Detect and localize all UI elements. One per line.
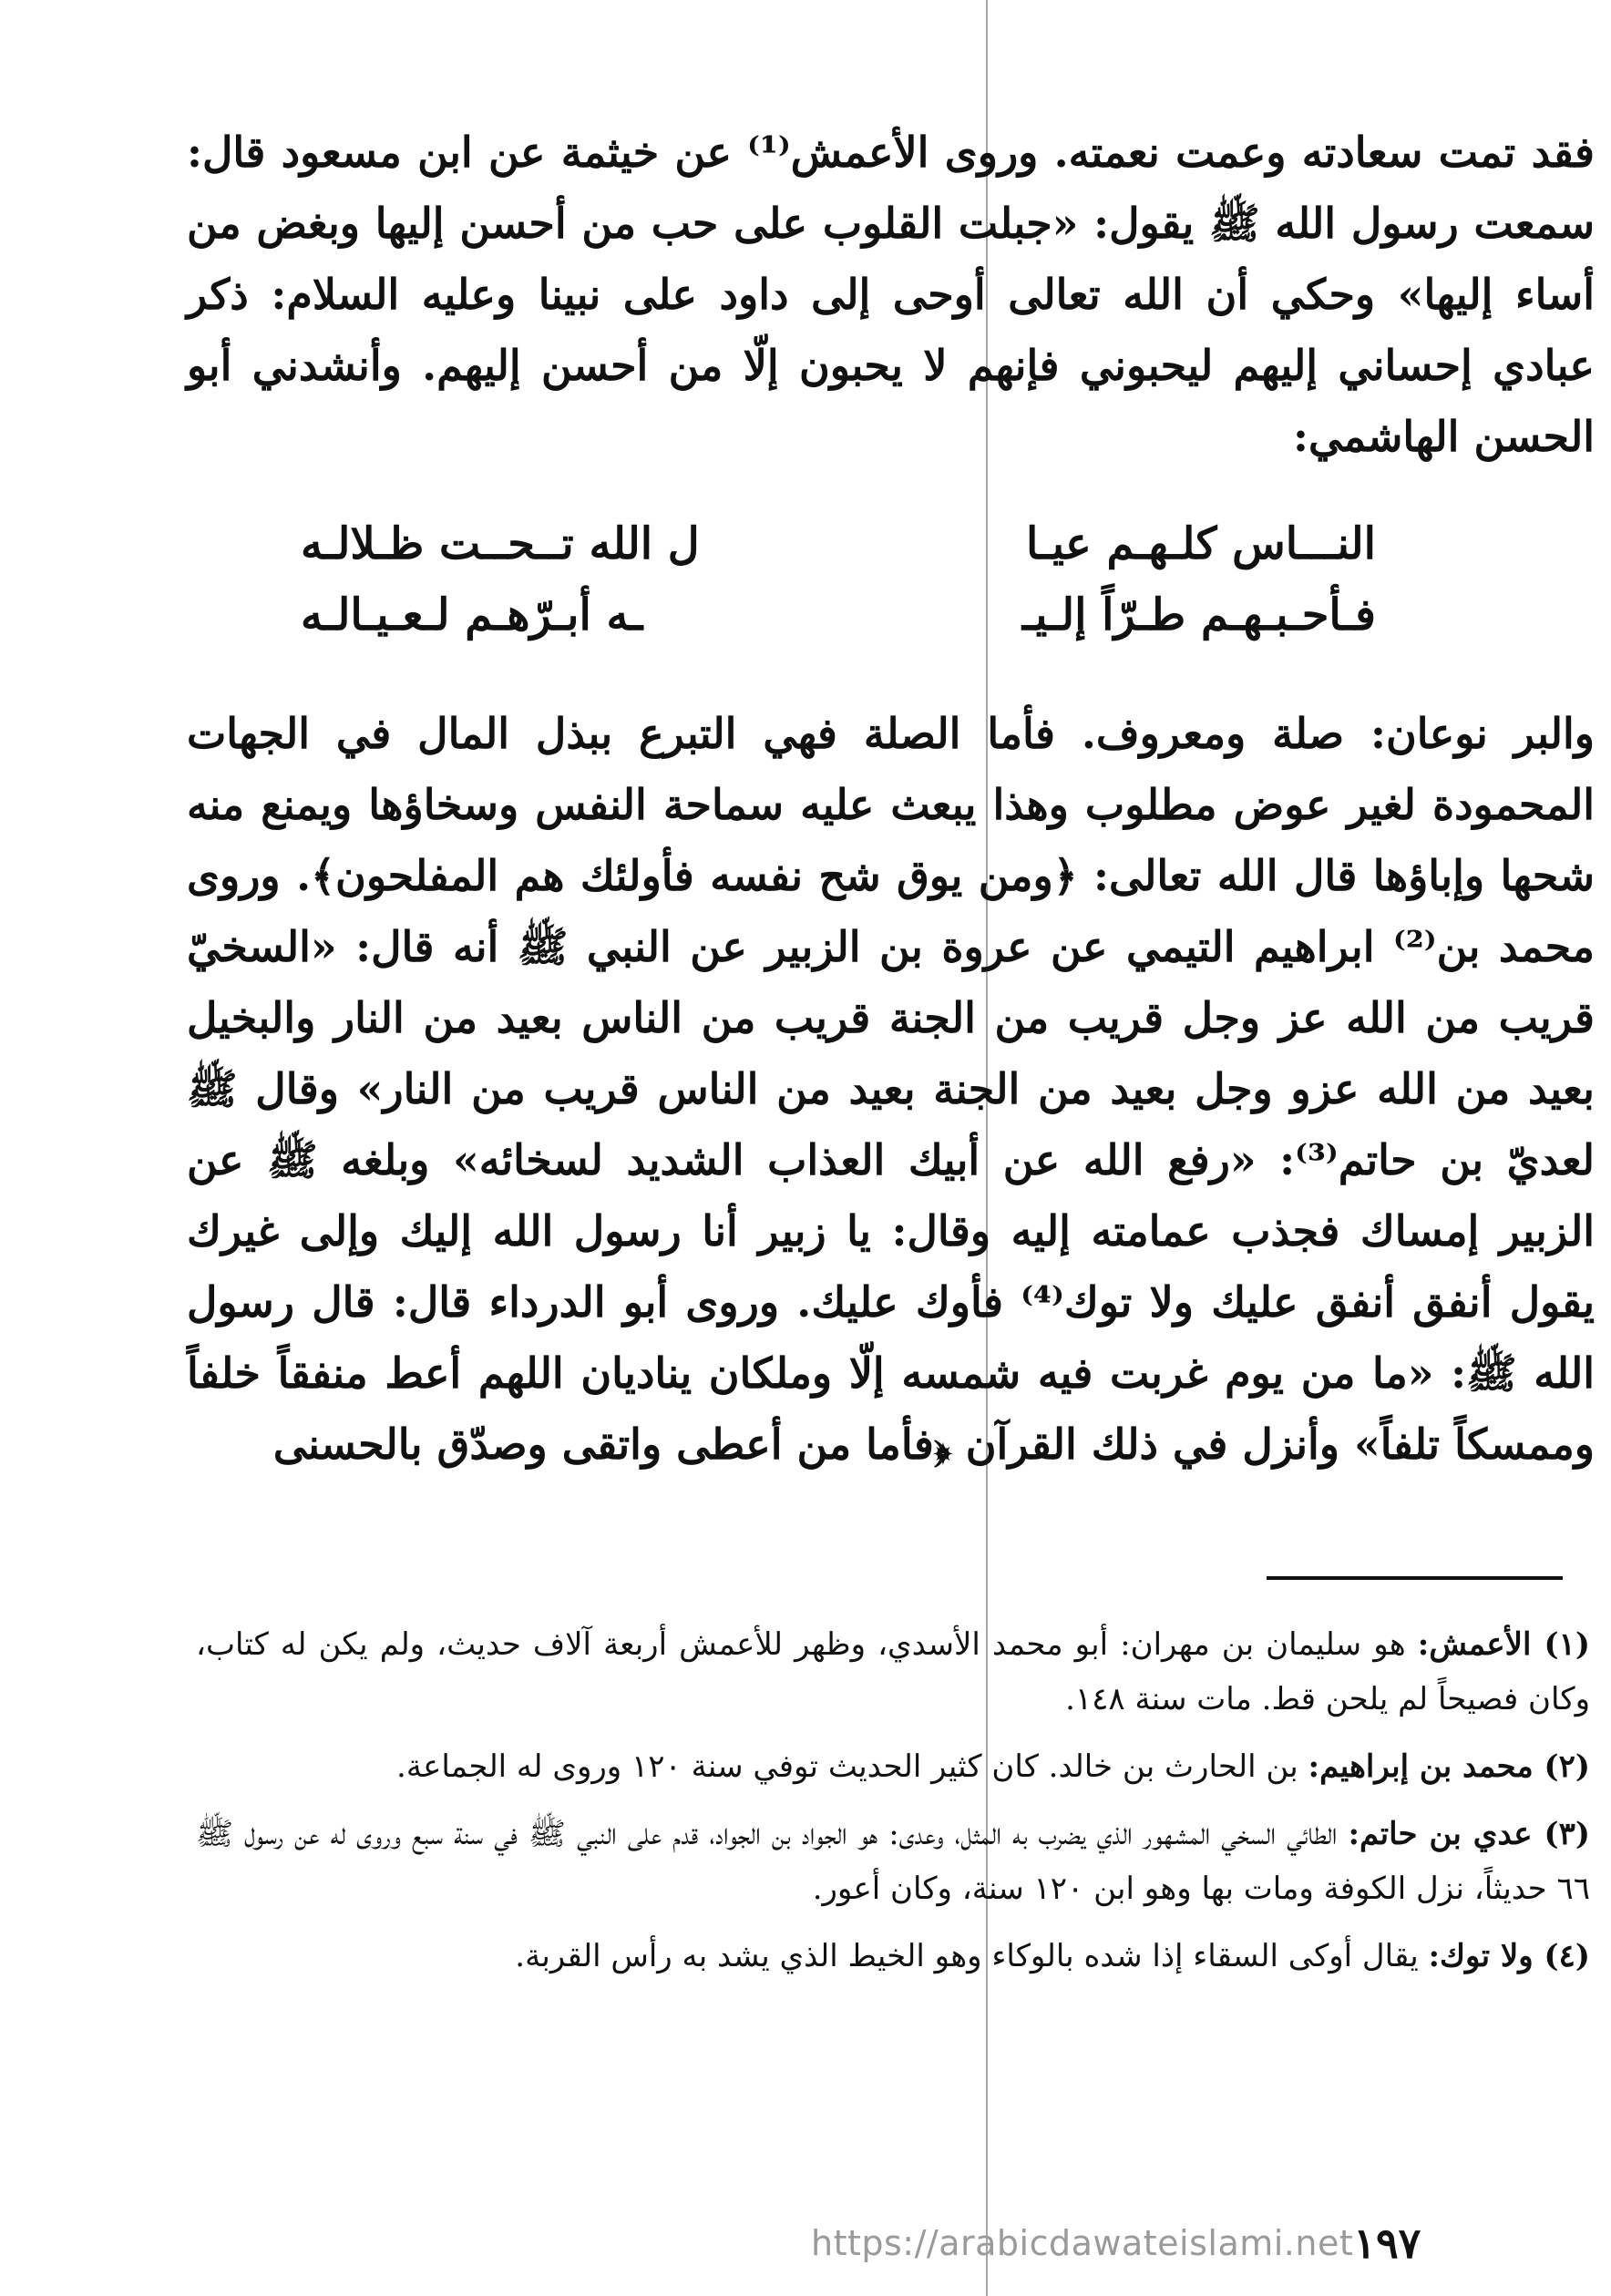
watermark-url: https://arabicdawateislami.net [811,2223,1354,2263]
body-paragraph: والبر نوعان: صلة ومعروف. فأما الصلة فهي التبرع ببذل المال في الجهات المحمودة لغير عوض مطلوب وهذا يبعث عليه سماحة النفس وسخاؤها ويمنع منه شحها وإباؤها قال الله تعالى: ﴿ومن يوق شح نفسه فأولئك هم المفلحون﴾. وروى محمد بن⁽²⁾ ابراهيم التيمي عن عروة بن الزبير عن النبي ﷺ أنه قال: «السخيّ قريب من الله عز وجل قريب من الجنة قريب من الناس بعيد من النار والبخيل بعيد من الله عزو وجل بعيد من الجنة بعيد من الناس قريب من النار» وقال ﷺ لعديّ بن حاتم⁽³⁾: «رفع الله عن أبيك العذاب الشديد لسخائه» وبلغه ﷺ عن الزبير إمساك فجذب عمامته إليه وقال: يا زبير أنا رسول الله إليك وإلى غيرك يقول أنفق أنفق عليك ولا توك⁽⁴⁾ فأوك عليك. وروى أبو الدرداء قال: قال رسول الله ﷺ: «ما من يوم غربت فيه شمسه إلّا وملكان يناديان اللهم أعط منفقاً خلفاً وممسكاً تلفاً» وأنزل في ذلك القرآن ﴿فأما من أعطى واتقى وصدّق بالحسنى [187,709,1596,1469]
page-footer [811,2216,1467,2270]
verse-line-2 [301,579,1376,651]
footnote-4 [196,1929,1590,1983]
footnote-text: هو سليمان بن مهران: أبو محمد الأسدي، وظهر للأعمش أربعة آلاف حديث، ولم يكن له كتاب، وكان فصيحاً لم يلحن قط. مات سنة ١٤٨. [196,1626,1590,1717]
page-number: ١٩٧ [1353,2219,1421,2268]
footnote-text: الطائي السخي المشهور الذي يضرب به المثل، وعدى: هو الجواد بن الجواد، قدم على النبي ﷺ في سنة سبع وروى له عن رسول ﷺ ٦٦ حديثاً، نزل الكوفة ومات بها وهو ابن ١٢٠ سنة، وكان أعور. [196,1816,1590,1907]
poem-verses [301,508,1376,651]
footnote-divider [1267,1576,1563,1580]
footnote-3 [196,1807,1590,1916]
footnote-1 [196,1617,1590,1727]
body-paragraph: فقد تمت سعادته وعمت نعمته. وروى الأعمش⁽¹⁾ عن خيثمة عن ابن مسعود قال: سمعت رسول الله ﷺ يقول: «جبلت القلوب على حب من أحسن إليها وبغض من أساء إليها» وحكي أن الله تعالى أوحى إلى داود على نبينا وعليه السلام: ذكر عبادي إحساني إليهم ليحبوني فإنهم لا يحبون إلّا من أحسن إليهم. وأنشدني أبو الحسن الهاشمي: [187,128,1596,461]
verse-2-second-hemistich: ـه أبـرّهـم لـعـيـالـه [301,589,643,641]
verse-1-first-hemistich: النـــاس كلـهـم عيـا [1025,518,1376,569]
footnote-label: (٢) محمد بن إبراهيم: [1308,1748,1590,1785]
footnote-2 [196,1739,1590,1794]
footnote-label: (٤) ولا توك: [1428,1938,1590,1974]
body-text-block-2 [187,656,1595,1522]
footnote-text: يقال أوكى السقاء إذا شده بالوكاء وهو الخيط الذي يشد به رأس القربة. [515,1938,1429,1974]
footnote-text: بن الحارث بن خالد. كان كثير الحديث توفي سنة ١٢٠ وروى له الجماعة. [396,1748,1308,1785]
footnote-label: (٣) عدي بن حاتم: [1348,1816,1590,1852]
footnotes [196,1617,1590,1996]
verse-line-1 [301,508,1376,579]
verse-2-first-hemistich: فـأحـبـهـم طـرّاً إلـيـ [1021,589,1376,641]
verse-1-second-hemistich: ل الله تــحــت ظـلالـه [301,518,700,569]
footnote-label: (١) الأعمش: [1417,1626,1591,1663]
body-text-block-1 [187,117,1595,472]
